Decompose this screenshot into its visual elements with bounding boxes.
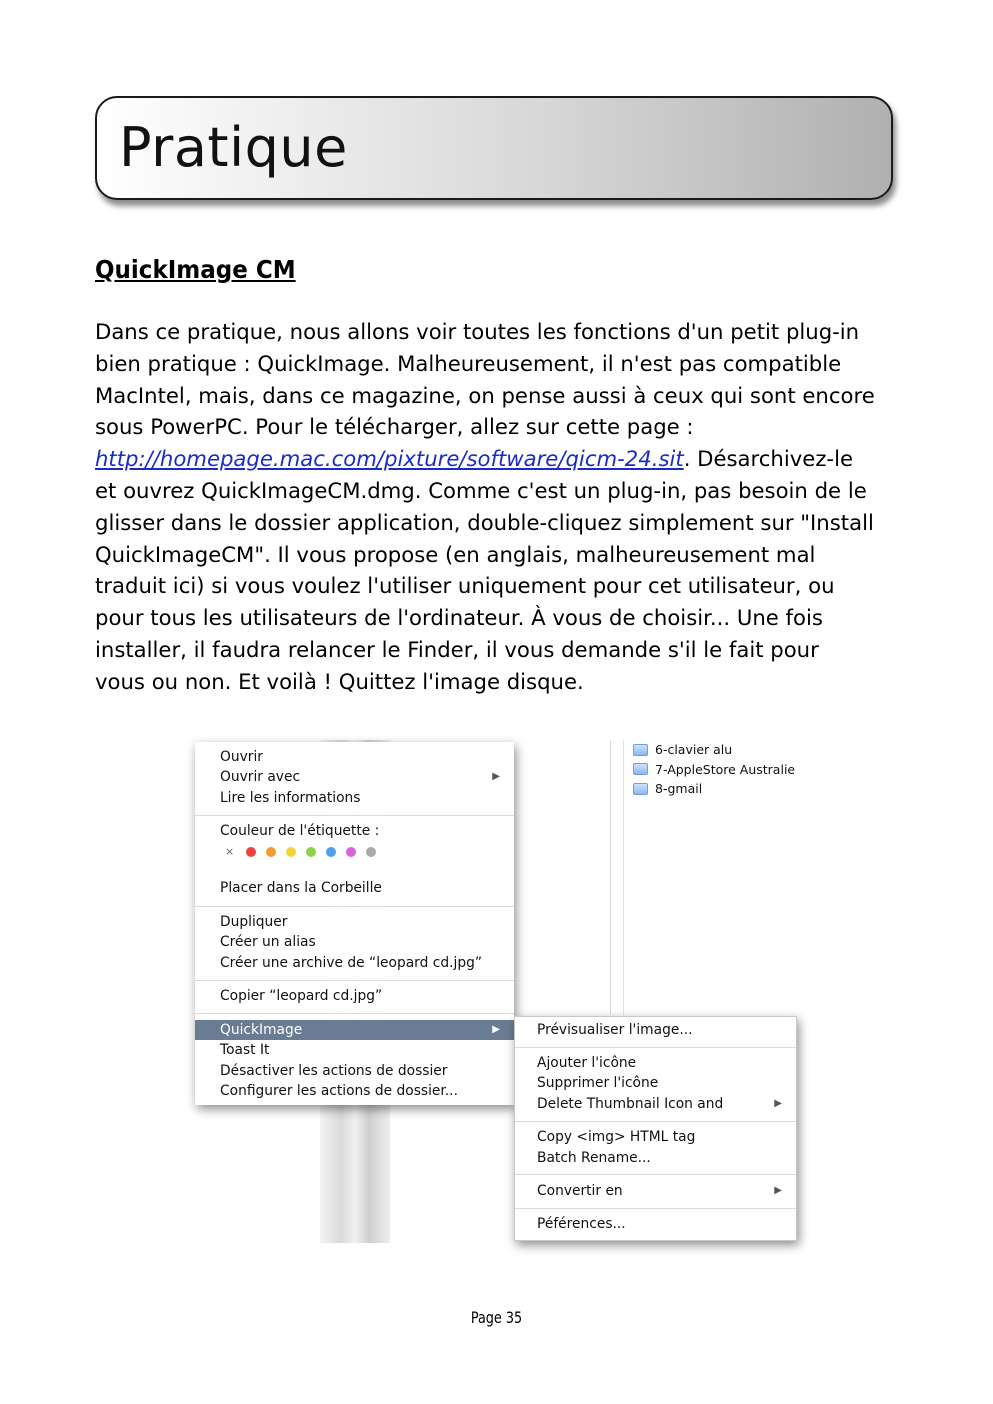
list-item[interactable]: 8-gmail <box>633 779 803 799</box>
menu-item-copy-img-tag[interactable]: Copy <img> HTML tag <box>537 1129 696 1145</box>
finder-context-menu <box>195 742 514 1105</box>
label-color-orange[interactable] <box>266 847 276 857</box>
submenu-arrow-icon: ▶ <box>774 1185 782 1196</box>
label-color-blue[interactable] <box>326 847 336 857</box>
menu-separator <box>515 1121 796 1122</box>
submenu-arrow-icon: ▶ <box>492 1024 500 1035</box>
menu-item-batch-rename[interactable]: Batch Rename... <box>537 1150 651 1166</box>
folder-icon <box>633 783 648 795</box>
section-heading: QuickImage CM <box>95 255 296 284</box>
menu-item-make-alias[interactable]: Créer un alias <box>220 934 316 950</box>
body-text-rest: . Désarchivez-le et ouvrez QuickImageCM.dmg. Comme c'est un plug-in, pas besoin de le glisser dans le dossier application, double-cliquez simplement sur "Install QuickImageCM". Il vous propose (en anglais, malheureusement mal traduit ici) si vous voulez l'utiliser uniquement pour cet utilisateur, ou pour tous les utilisateurs de l'ordinateur. À vous de choisir... Une fois installer, il faudra relancer le Finder, il vous demande s'il le fait pour vous ou non. Et voilà ! Quittez l'image disque. <box>95 446 874 694</box>
menu-separator <box>195 906 514 907</box>
label-color-heading: Couleur de l'étiquette : <box>220 823 380 839</box>
menu-item-duplicate[interactable]: Dupliquer <box>220 914 288 930</box>
label-color-picker <box>225 845 386 858</box>
menu-item-trash[interactable]: Placer dans la Corbeille <box>220 880 382 896</box>
menu-item-convert[interactable]: Convertir en ▶ <box>537 1183 782 1199</box>
menu-separator <box>515 1047 796 1048</box>
menu-item-configure-folder-actions[interactable]: Configurer les actions de dossier... <box>220 1083 458 1099</box>
label-color-yellow[interactable] <box>286 847 296 857</box>
body-paragraph <box>95 316 875 698</box>
label-color-purple[interactable] <box>346 847 356 857</box>
menu-separator <box>195 815 514 816</box>
context-menu-screenshot <box>195 740 798 1243</box>
body-text-intro: Dans ce pratique, nous allons voir toutes les fonctions d'un petit plug-in bien pratique : QuickImage. Malheureusement, il n'est pas compatible MacIntel, mais, dans ce magazine, on pense aussi à ceux qui sont encore sous PowerPC. Pour le télécharger, allez sur cette page : <box>95 319 875 440</box>
quickimage-submenu <box>514 1016 797 1241</box>
label-color-red[interactable] <box>246 847 256 857</box>
menu-item-toast-it[interactable]: Toast It <box>220 1042 270 1058</box>
menu-item-add-icon[interactable]: Ajouter l'icône <box>537 1055 637 1071</box>
banner-title: Pratique <box>119 116 348 179</box>
menu-item-archive[interactable]: Créer une archive de “leopard cd.jpg” <box>220 955 482 971</box>
menu-item-open-with[interactable]: Ouvrir avec ▶ <box>220 769 500 785</box>
folder-icon <box>633 744 648 756</box>
menu-item-preview-image[interactable]: Prévisualiser l'image... <box>537 1022 693 1038</box>
menu-item-disable-folder-actions[interactable]: Désactiver les actions de dossier <box>220 1063 448 1079</box>
menu-item-preferences[interactable]: Péférences... <box>537 1216 626 1232</box>
menu-item-quickimage[interactable]: QuickImage ▶ <box>195 1020 514 1040</box>
submenu-arrow-icon: ▶ <box>774 1098 782 1109</box>
label-color-green[interactable] <box>306 847 316 857</box>
label-color-gray[interactable] <box>366 847 376 857</box>
header-banner <box>95 96 893 200</box>
list-item[interactable]: 6-clavier alu <box>633 740 803 760</box>
menu-item-open[interactable]: Ouvrir <box>220 749 263 765</box>
menu-item-delete-thumbnail[interactable]: Delete Thumbnail Icon and ▶ <box>537 1096 782 1112</box>
page-number: Page 35 <box>470 1308 523 1327</box>
menu-separator <box>195 980 514 981</box>
menu-separator <box>515 1174 796 1175</box>
menu-item-remove-icon[interactable]: Supprimer l'icône <box>537 1075 659 1091</box>
menu-item-get-info[interactable]: Lire les informations <box>220 790 361 806</box>
menu-separator <box>515 1208 796 1209</box>
download-link[interactable]: http://homepage.mac.com/pixture/software/qicm-24.sit <box>95 446 684 472</box>
list-item[interactable]: 7-AppleStore Australie <box>633 760 803 780</box>
label-clear-icon[interactable]: × <box>225 845 235 858</box>
menu-separator <box>195 1013 514 1014</box>
folder-icon <box>633 763 648 775</box>
folder-list <box>633 740 803 799</box>
submenu-arrow-icon: ▶ <box>492 771 500 782</box>
menu-item-copy[interactable]: Copier “leopard cd.jpg” <box>220 988 383 1004</box>
